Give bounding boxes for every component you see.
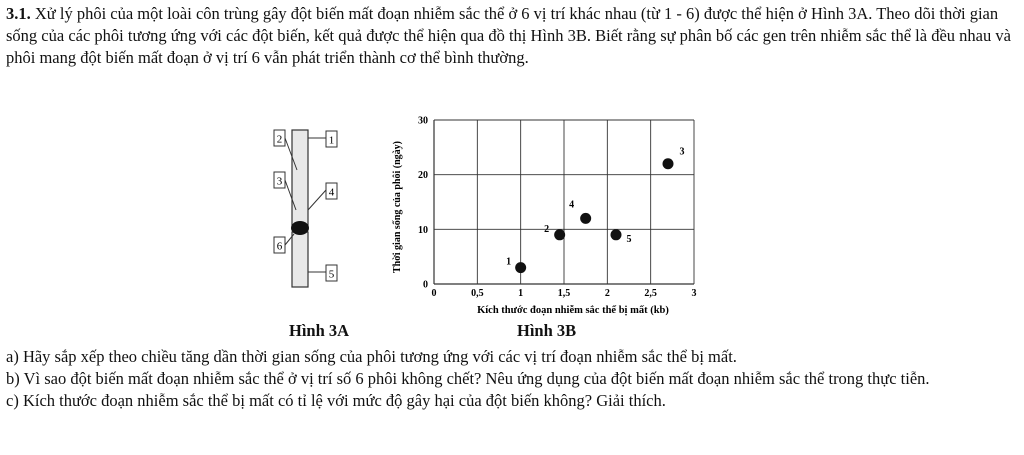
position-label-3: 3	[276, 175, 283, 188]
figure-3b-scatter-chart	[386, 112, 716, 318]
data-point-2	[554, 229, 565, 240]
x-tick-label: 0,5	[471, 288, 484, 299]
question-b: b) Vì sao đột biến mất đoạn nhiễm sắc thể ở vị trí số 6 phôi không chết? Nêu ứng dụng của đột biến mất đoạn nhiễm sắc thể trong thực tiễn.	[6, 369, 930, 388]
problem-intro-text: Xử lý phôi của một loài côn trùng gây đột biến mất đoạn nhiễm sắc thể ở 6 vị trí khác nhau (từ 1 - 6) được thể hiện ở Hình 3A. Theo dõi thời gian sống của các phôi tương ứng với các đột biến, kết quả được thể hiện qua đồ thị Hình 3B. Biết rằng sự phân bố các gen trên nhiễm sắc thể là đều nhau và phôi mang đột biến mất đoạn ở vị trí 6 vẫn phát triển thành cơ thể bình thường.	[6, 4, 1011, 67]
data-point-5	[611, 229, 622, 240]
y-tick-label: 30	[418, 115, 428, 127]
data-label-4: 4	[569, 199, 575, 211]
position-label-5: 5	[328, 268, 335, 281]
chart-grid	[434, 120, 694, 284]
position-label-6: 6	[276, 240, 283, 253]
y-tick-label: 0	[423, 279, 428, 291]
x-tick-label: 1,5	[557, 288, 571, 299]
chart-ticks	[418, 116, 697, 300]
y-tick-label: 20	[418, 170, 428, 182]
x-axis-label: Kích thước đoạn nhiễm sắc thể bị mất (kb)	[477, 305, 669, 316]
position-label-2: 2	[276, 133, 283, 146]
chart-points	[506, 147, 684, 273]
y-axis-label: Thời gian sống của phôi (ngày)	[392, 141, 403, 273]
data-point-4	[580, 213, 591, 224]
centromere	[291, 221, 309, 235]
chromosome-upper-arm	[292, 130, 308, 225]
question-a: a) Hãy sắp xếp theo chiều tăng dần thời gian sống của phôi tương ứng với các vị trí đoạn nhiễm sắc thể bị mất.	[6, 347, 737, 366]
figure-3b-caption: Hình 3B	[517, 321, 577, 340]
data-label-3: 3	[679, 146, 685, 158]
data-point-1	[515, 262, 526, 273]
x-tick-label: 3	[691, 288, 697, 299]
x-tick-label: 2,5	[644, 288, 657, 299]
data-label-5: 5	[626, 233, 632, 245]
question-c: c) Kích thước đoạn nhiễm sắc thể bị mất có tỉ lệ với mức độ gây hại của đột biến không? Giải thích.	[6, 391, 666, 410]
position-label-1: 1	[328, 134, 335, 147]
y-tick-label: 10	[418, 224, 428, 236]
figure-3a-chromosome-diagram	[262, 122, 362, 297]
problem-intro	[6, 3, 1016, 69]
x-tick-label: 1	[518, 288, 524, 299]
data-label-1: 1	[506, 256, 512, 268]
questions-block	[6, 346, 1016, 412]
figure-3a-caption: Hình 3A	[289, 321, 350, 340]
position-label-4: 4	[328, 186, 335, 199]
data-label-2: 2	[544, 223, 550, 235]
chromosome-lower-arm	[292, 232, 308, 287]
x-tick-label: 2	[604, 288, 610, 299]
data-point-3	[663, 158, 674, 169]
problem-number: 3.1.	[6, 4, 31, 23]
pointer-line-4	[308, 190, 326, 210]
x-tick-label: 0	[431, 288, 437, 299]
